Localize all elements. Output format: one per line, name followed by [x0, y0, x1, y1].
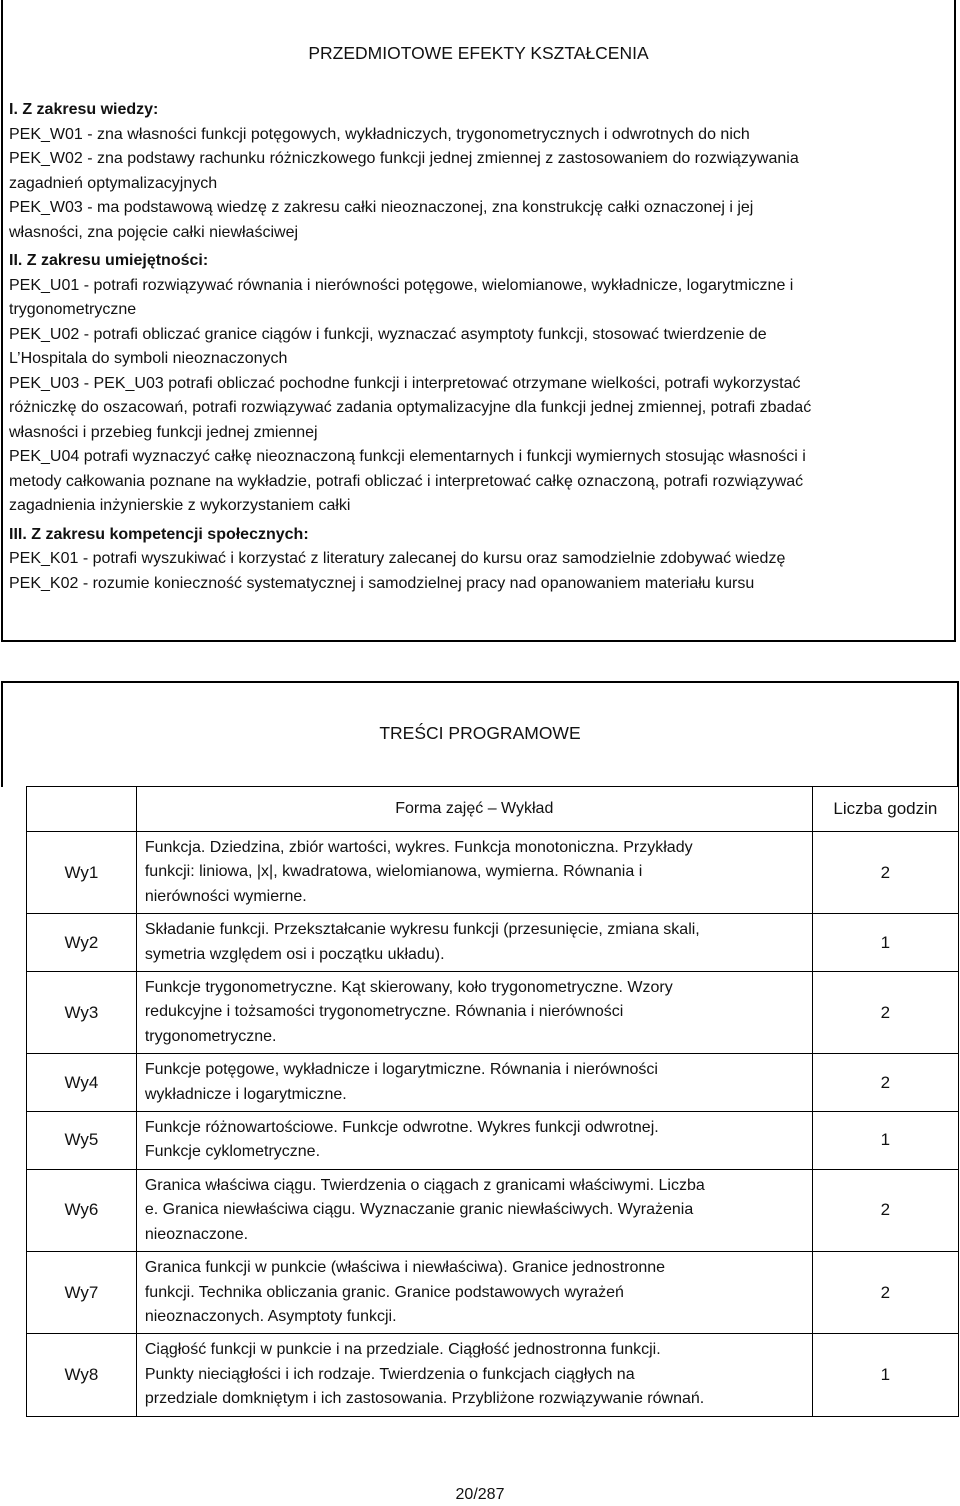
description-line: Funkcja. Dziedzina, zbiór wartości, wykres. Funkcja monotoniczna. Przykłady: [144, 839, 693, 856]
lecture-hours: 1: [812, 914, 958, 972]
lecture-description: [136, 832, 812, 914]
outcome-line: PEK_K02 - rozumie konieczność systematycznej i samodzielnej pracy nad opanowaniem materiału kursu: [9, 574, 755, 592]
description-line: symetria względem osi i początku układu).: [144, 945, 445, 963]
lecture-hours: 2: [812, 972, 958, 1054]
description-line: Punkty nieciągłości i ich rodzaje. Twierdzenia o funkcjach ciągłych na: [144, 1365, 635, 1383]
page-number: 20/287: [455, 1486, 505, 1503]
lecture-description: [136, 1252, 812, 1334]
outcome-line: PEK_K01 - potrafi wyszukiwać i korzystać z literatury zalecanej do kursu oraz samodzielnie zdobywać wiedzę: [9, 550, 786, 567]
outcome-line: metody całkowania poznane na wykładzie, potrafi obliczać i interpretować całkę oznaczoną, potrafi rozwiązywać: [9, 472, 804, 490]
lecture-description: [136, 914, 812, 972]
outcome-line: zagadnienia inżynierskie z wykorzystaniem całki: [9, 497, 351, 514]
description-line: Składanie funkcji. Przekształcanie wykresu funkcji (przesunięcie, zmiana skali,: [144, 921, 700, 939]
description-line: Granica właściwa ciągu. Twierdzenia o ciągach z granicami właściwymi. Liczba: [144, 1176, 705, 1194]
description-line: Ciągłość funkcji w punkcie i na przedziale. Ciągłość jednostronna funkcji.: [144, 1341, 661, 1359]
learning-outcomes-body: [9, 98, 948, 596]
outcome-line: własności, zna pojęcie całki niewłaściwej: [9, 223, 299, 241]
table-row: [27, 1054, 959, 1112]
table-row: [27, 1112, 959, 1170]
lecture-description: [136, 1169, 812, 1251]
table-row: [27, 1334, 959, 1416]
lecture-label: Wy2: [27, 914, 137, 972]
learning-outcomes-title: PRZEDMIOTOWE EFEKTY KSZTAŁCENIA: [308, 43, 649, 63]
section-heading-knowledge: I. Z zakresu wiedzy:: [9, 101, 159, 118]
outcome-line: własności i przebieg funkcji jednej zmiennej: [9, 423, 318, 441]
description-line: Funkcje różnowartościowe. Funkcje odwrotne. Wykres funkcji odwrotnej.: [144, 1119, 659, 1137]
section-heading-skills: II. Z zakresu umiejętności:: [9, 252, 209, 269]
description-line: Funkcje potęgowe, wykładnicze i logarytmiczne. Równania i nierówności: [144, 1061, 658, 1079]
lecture-description: [136, 1112, 812, 1170]
outcome-line: różniczkę do oszacowań, potrafi rozwiązywać zadania optymalizacyjne dla funkcji jednej zmiennej, potrafi zbadać: [9, 399, 812, 416]
program-contents-box: [1, 681, 959, 787]
lecture-label: Wy1: [27, 832, 137, 914]
table-row: [27, 1169, 959, 1251]
lecture-label: Wy3: [27, 972, 137, 1054]
outcome-line: trygonometryczne: [9, 301, 137, 318]
lecture-hours: 1: [812, 1334, 958, 1416]
description-line: redukcyjne i tożsamości trygonometryczne. Równania i nierówności: [144, 1003, 624, 1021]
outcome-line: PEK_W01 - zna własności funkcji potęgowych, wykładniczych, trygonometrycznych i odwrotnych do nich: [9, 125, 750, 143]
description-line: Granica funkcji w punkcie (właściwa i niewłaściwa). Granice jednostronne: [144, 1259, 666, 1277]
outcome-line: PEK_U04 potrafi wyznaczyć całkę nieoznaczoną funkcji elementarnych i funkcji wymiernych stosując własności i: [9, 448, 806, 465]
outcome-line: L’Hospitala do symboli nieoznaczonych: [9, 350, 288, 367]
lecture-hours: 2: [812, 1169, 958, 1251]
lecture-label: Wy4: [27, 1054, 137, 1112]
lecture-hours: 1: [812, 1112, 958, 1170]
lecture-hours: 2: [812, 1252, 958, 1334]
learning-outcomes-box: [1, 0, 956, 642]
description-line: nieoznaczonych. Asymptoty funkcji.: [144, 1307, 397, 1325]
description-line: nierówności wymierne.: [144, 887, 307, 905]
outcome-line: zagadnień optymalizacyjnych: [9, 174, 218, 192]
header-empty-cell: [27, 787, 137, 832]
program-table: [26, 786, 959, 1417]
lecture-description: [136, 972, 812, 1054]
lecture-label: Wy5: [27, 1112, 137, 1170]
description-line: przedziale domkniętym i ich zastosowania. Przybliżone rozwiązywanie równań.: [144, 1390, 705, 1408]
program-contents-title: TREŚCI PROGRAMOWE: [379, 723, 581, 743]
description-line: trygonometryczne.: [144, 1027, 277, 1045]
outcome-line: PEK_U03 - PEK_U03 potrafi obliczać pochodne funkcji i interpretować otrzymane wielkości, potrafi wykorzystać: [9, 374, 801, 392]
description-line: funkcji. Technika obliczania granic. Granice podstawowych wyrażeń: [144, 1283, 624, 1301]
lecture-label: Wy6: [27, 1169, 137, 1251]
description-line: funkcji: liniowa, |x|, kwadratowa, wielomianowa, wymierna. Równania i: [144, 863, 643, 881]
header-form: Forma zajęć – Wykład: [136, 787, 812, 832]
lecture-hours: 2: [812, 1054, 958, 1112]
lecture-label: Wy7: [27, 1252, 137, 1334]
description-line: nieoznaczone.: [144, 1225, 249, 1243]
description-line: wykładnicze i logarytmiczne.: [144, 1085, 347, 1103]
description-line: e. Granica niewłaściwa ciągu. Wyznaczanie granic niewłaściwych. Wyrażenia: [144, 1201, 694, 1219]
description-line: Funkcje cyklometryczne.: [144, 1143, 321, 1161]
lecture-label: Wy8: [27, 1334, 137, 1416]
outcome-line: PEK_U01 - potrafi rozwiązywać równania i nierówności potęgowe, wielomianowe, wykładnicze, logarytmiczne i: [9, 276, 794, 294]
header-hours: Liczba godzin: [812, 787, 958, 832]
section-heading-social: III. Z zakresu kompetencji społecznych:: [9, 525, 309, 543]
outcome-line: PEK_U02 - potrafi obliczać granice ciągów i funkcji, wyznaczać asymptoty funkcji, stosować twierdzenie de: [9, 325, 767, 343]
lecture-hours: 2: [812, 832, 958, 914]
table-row: [27, 914, 959, 972]
table-header-row: [27, 787, 959, 832]
description-line: Funkcje trygonometryczne. Kąt skierowany, koło trygonometryczne. Wzory: [144, 979, 673, 997]
lecture-description: [136, 1334, 812, 1416]
table-row: [27, 972, 959, 1054]
table-row: [27, 1252, 959, 1334]
outcome-line: PEK_W02 - zna podstawy rachunku różniczkowego funkcji jednej zmiennej z zastosowaniem do rozwiązywania: [9, 150, 799, 167]
lecture-description: [136, 1054, 812, 1112]
table-row: [27, 832, 959, 914]
outcome-line: PEK_W03 - ma podstawową wiedzę z zakresu całki nieoznaczonej, zna konstrukcję całki oznaczonej i jej: [9, 199, 754, 216]
